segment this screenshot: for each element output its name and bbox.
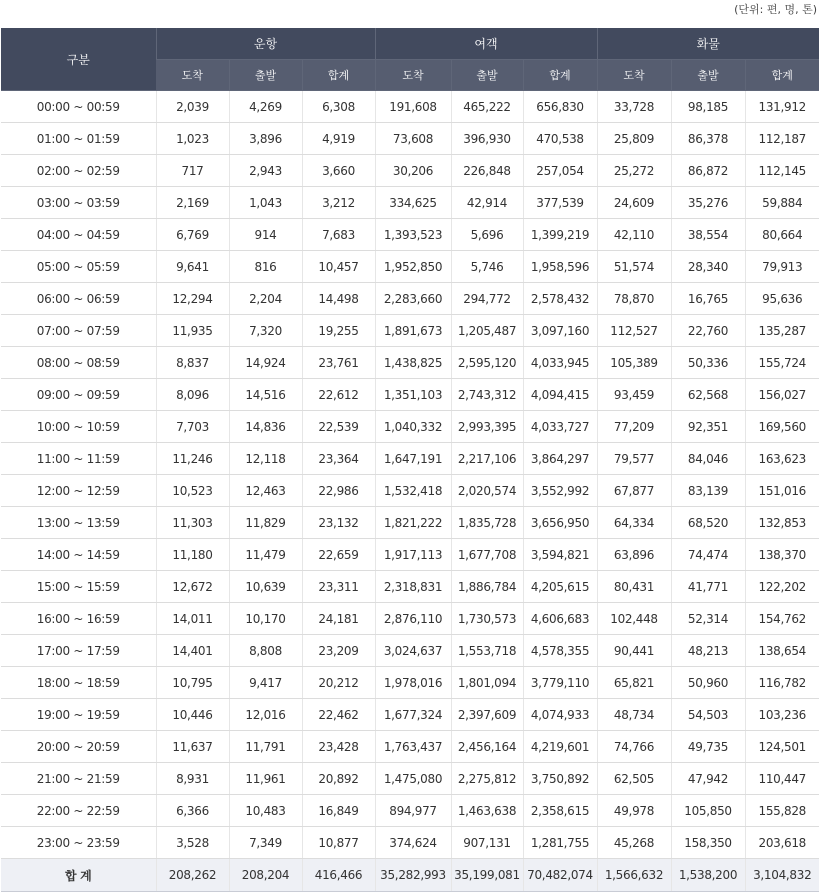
- value-cell: 116,782: [745, 667, 819, 699]
- time-range-cell: 09:00 ~ 09:59: [1, 379, 156, 411]
- value-cell: 10,523: [156, 475, 229, 507]
- value-cell: 1,351,103: [375, 379, 451, 411]
- time-range-cell: 23:00 ~ 23:59: [1, 827, 156, 859]
- table-row: [1, 219, 819, 251]
- time-range-cell: 11:00 ~ 11:59: [1, 443, 156, 475]
- table-row: [1, 411, 819, 443]
- value-cell: 1,281,755: [523, 827, 597, 859]
- value-cell: 1,952,850: [375, 251, 451, 283]
- time-range-cell: 04:00 ~ 04:59: [1, 219, 156, 251]
- header-sub-cell: 출발: [671, 60, 745, 91]
- value-cell: 1,043: [229, 187, 302, 219]
- value-cell: 24,181: [302, 603, 375, 635]
- total-value-cell: 70,482,074: [523, 859, 597, 892]
- value-cell: 1,023: [156, 123, 229, 155]
- value-cell: 1,763,437: [375, 731, 451, 763]
- value-cell: 377,539: [523, 187, 597, 219]
- value-cell: 50,960: [671, 667, 745, 699]
- table-row: [1, 571, 819, 603]
- value-cell: 3,656,950: [523, 507, 597, 539]
- value-cell: 14,498: [302, 283, 375, 315]
- value-cell: 79,913: [745, 251, 819, 283]
- value-cell: 717: [156, 155, 229, 187]
- time-range-cell: 02:00 ~ 02:59: [1, 155, 156, 187]
- value-cell: 155,828: [745, 795, 819, 827]
- value-cell: 1,958,596: [523, 251, 597, 283]
- value-cell: 86,378: [671, 123, 745, 155]
- value-cell: 52,314: [671, 603, 745, 635]
- value-cell: 54,503: [671, 699, 745, 731]
- header-group-flights: 운항: [156, 28, 375, 60]
- header-sub-cell: 합계: [302, 60, 375, 91]
- value-cell: 67,877: [597, 475, 671, 507]
- time-range-cell: 08:00 ~ 08:59: [1, 347, 156, 379]
- hourly-traffic-table: [1, 28, 819, 892]
- header-sub-cell: 합계: [523, 60, 597, 91]
- value-cell: 138,370: [745, 539, 819, 571]
- value-cell: 7,683: [302, 219, 375, 251]
- value-cell: 124,501: [745, 731, 819, 763]
- value-cell: 2,876,110: [375, 603, 451, 635]
- table-row: [1, 91, 819, 123]
- value-cell: 7,349: [229, 827, 302, 859]
- value-cell: 112,187: [745, 123, 819, 155]
- value-cell: 1,463,638: [451, 795, 523, 827]
- value-cell: 5,746: [451, 251, 523, 283]
- value-cell: 131,912: [745, 91, 819, 123]
- value-cell: 4,269: [229, 91, 302, 123]
- value-cell: 10,483: [229, 795, 302, 827]
- table-row: [1, 635, 819, 667]
- value-cell: 77,209: [597, 411, 671, 443]
- value-cell: 257,054: [523, 155, 597, 187]
- total-value-cell: 3,104,832: [745, 859, 819, 892]
- header-group-passengers: 여객: [375, 28, 597, 60]
- value-cell: 226,848: [451, 155, 523, 187]
- value-cell: 78,870: [597, 283, 671, 315]
- value-cell: 84,046: [671, 443, 745, 475]
- value-cell: 1,677,324: [375, 699, 451, 731]
- total-label: 합 계: [1, 859, 156, 892]
- value-cell: 1,205,487: [451, 315, 523, 347]
- header-sub-cell: 도착: [375, 60, 451, 91]
- value-cell: 11,303: [156, 507, 229, 539]
- total-row: [1, 859, 819, 892]
- value-cell: 907,131: [451, 827, 523, 859]
- value-cell: 163,623: [745, 443, 819, 475]
- time-range-cell: 06:00 ~ 06:59: [1, 283, 156, 315]
- value-cell: 10,639: [229, 571, 302, 603]
- value-cell: 50,336: [671, 347, 745, 379]
- value-cell: 38,554: [671, 219, 745, 251]
- value-cell: 19,255: [302, 315, 375, 347]
- value-cell: 2,397,609: [451, 699, 523, 731]
- value-cell: 122,202: [745, 571, 819, 603]
- value-cell: 23,311: [302, 571, 375, 603]
- value-cell: 1,978,016: [375, 667, 451, 699]
- value-cell: 1,821,222: [375, 507, 451, 539]
- value-cell: 816: [229, 251, 302, 283]
- value-cell: 4,219,601: [523, 731, 597, 763]
- value-cell: 169,560: [745, 411, 819, 443]
- value-cell: 11,180: [156, 539, 229, 571]
- value-cell: 1,438,825: [375, 347, 451, 379]
- time-range-cell: 17:00 ~ 17:59: [1, 635, 156, 667]
- value-cell: 49,735: [671, 731, 745, 763]
- value-cell: 62,505: [597, 763, 671, 795]
- value-cell: 74,766: [597, 731, 671, 763]
- table-header: [1, 28, 819, 91]
- value-cell: 112,527: [597, 315, 671, 347]
- time-range-cell: 07:00 ~ 07:59: [1, 315, 156, 347]
- value-cell: 11,829: [229, 507, 302, 539]
- value-cell: 64,334: [597, 507, 671, 539]
- value-cell: 68,520: [671, 507, 745, 539]
- table-row: [1, 187, 819, 219]
- value-cell: 102,448: [597, 603, 671, 635]
- table-row: [1, 155, 819, 187]
- value-cell: 2,358,615: [523, 795, 597, 827]
- value-cell: 1,677,708: [451, 539, 523, 571]
- header-sub-cell: 도착: [597, 60, 671, 91]
- value-cell: 138,654: [745, 635, 819, 667]
- value-cell: 24,609: [597, 187, 671, 219]
- value-cell: 1,730,573: [451, 603, 523, 635]
- value-cell: 16,765: [671, 283, 745, 315]
- value-cell: 65,821: [597, 667, 671, 699]
- time-range-cell: 01:00 ~ 01:59: [1, 123, 156, 155]
- table-row: [1, 315, 819, 347]
- value-cell: 23,428: [302, 731, 375, 763]
- value-cell: 25,809: [597, 123, 671, 155]
- value-cell: 62,568: [671, 379, 745, 411]
- value-cell: 48,213: [671, 635, 745, 667]
- time-range-cell: 15:00 ~ 15:59: [1, 571, 156, 603]
- value-cell: 74,474: [671, 539, 745, 571]
- value-cell: 155,724: [745, 347, 819, 379]
- value-cell: 14,011: [156, 603, 229, 635]
- value-cell: 1,040,332: [375, 411, 451, 443]
- value-cell: 41,771: [671, 571, 745, 603]
- value-cell: 9,417: [229, 667, 302, 699]
- value-cell: 2,204: [229, 283, 302, 315]
- header-sub-cell: 도착: [156, 60, 229, 91]
- value-cell: 154,762: [745, 603, 819, 635]
- value-cell: 4,578,355: [523, 635, 597, 667]
- value-cell: 90,441: [597, 635, 671, 667]
- value-cell: 12,118: [229, 443, 302, 475]
- value-cell: 12,016: [229, 699, 302, 731]
- value-cell: 2,020,574: [451, 475, 523, 507]
- value-cell: 16,849: [302, 795, 375, 827]
- value-cell: 14,836: [229, 411, 302, 443]
- value-cell: 135,287: [745, 315, 819, 347]
- value-cell: 110,447: [745, 763, 819, 795]
- total-value-cell: 1,538,200: [671, 859, 745, 892]
- value-cell: 14,401: [156, 635, 229, 667]
- value-cell: 11,637: [156, 731, 229, 763]
- value-cell: 20,212: [302, 667, 375, 699]
- time-range-cell: 21:00 ~ 21:59: [1, 763, 156, 795]
- value-cell: 23,209: [302, 635, 375, 667]
- total-value-cell: 1,566,632: [597, 859, 671, 892]
- value-cell: 10,795: [156, 667, 229, 699]
- value-cell: 4,094,415: [523, 379, 597, 411]
- value-cell: 33,728: [597, 91, 671, 123]
- value-cell: 10,457: [302, 251, 375, 283]
- value-cell: 3,779,110: [523, 667, 597, 699]
- value-cell: 2,743,312: [451, 379, 523, 411]
- total-value-cell: 35,199,081: [451, 859, 523, 892]
- value-cell: 4,205,615: [523, 571, 597, 603]
- value-cell: 105,850: [671, 795, 745, 827]
- table-row: [1, 507, 819, 539]
- value-cell: 23,761: [302, 347, 375, 379]
- value-cell: 2,993,395: [451, 411, 523, 443]
- time-range-cell: 12:00 ~ 12:59: [1, 475, 156, 507]
- value-cell: 11,246: [156, 443, 229, 475]
- value-cell: 2,169: [156, 187, 229, 219]
- total-value-cell: 208,262: [156, 859, 229, 892]
- value-cell: 10,877: [302, 827, 375, 859]
- value-cell: 9,641: [156, 251, 229, 283]
- value-cell: 42,110: [597, 219, 671, 251]
- value-cell: 93,459: [597, 379, 671, 411]
- value-cell: 3,896: [229, 123, 302, 155]
- value-cell: 894,977: [375, 795, 451, 827]
- time-range-cell: 14:00 ~ 14:59: [1, 539, 156, 571]
- value-cell: 1,647,191: [375, 443, 451, 475]
- value-cell: 4,033,727: [523, 411, 597, 443]
- value-cell: 1,532,418: [375, 475, 451, 507]
- table-row: [1, 763, 819, 795]
- value-cell: 22,986: [302, 475, 375, 507]
- value-cell: 1,917,113: [375, 539, 451, 571]
- value-cell: 6,769: [156, 219, 229, 251]
- table-row: [1, 379, 819, 411]
- value-cell: 151,016: [745, 475, 819, 507]
- value-cell: 294,772: [451, 283, 523, 315]
- value-cell: 8,096: [156, 379, 229, 411]
- value-cell: 2,456,164: [451, 731, 523, 763]
- value-cell: 5,696: [451, 219, 523, 251]
- table-row: [1, 667, 819, 699]
- value-cell: 14,516: [229, 379, 302, 411]
- value-cell: 35,276: [671, 187, 745, 219]
- value-cell: 3,097,160: [523, 315, 597, 347]
- value-cell: 22,539: [302, 411, 375, 443]
- time-range-cell: 00:00 ~ 00:59: [1, 91, 156, 123]
- value-cell: 11,479: [229, 539, 302, 571]
- value-cell: 2,318,831: [375, 571, 451, 603]
- time-range-cell: 22:00 ~ 22:59: [1, 795, 156, 827]
- value-cell: 48,734: [597, 699, 671, 731]
- value-cell: 12,672: [156, 571, 229, 603]
- value-cell: 79,577: [597, 443, 671, 475]
- value-cell: 191,608: [375, 91, 451, 123]
- value-cell: 914: [229, 219, 302, 251]
- value-cell: 2,039: [156, 91, 229, 123]
- value-cell: 25,272: [597, 155, 671, 187]
- table-row: [1, 827, 819, 859]
- value-cell: 7,703: [156, 411, 229, 443]
- table-row: [1, 123, 819, 155]
- value-cell: 3,660: [302, 155, 375, 187]
- value-cell: 22,462: [302, 699, 375, 731]
- value-cell: 7,320: [229, 315, 302, 347]
- header-category: 구분: [1, 28, 156, 91]
- value-cell: 45,268: [597, 827, 671, 859]
- value-cell: 112,145: [745, 155, 819, 187]
- value-cell: 465,222: [451, 91, 523, 123]
- value-cell: 8,931: [156, 763, 229, 795]
- value-cell: 2,595,120: [451, 347, 523, 379]
- time-range-cell: 05:00 ~ 05:59: [1, 251, 156, 283]
- value-cell: 396,930: [451, 123, 523, 155]
- value-cell: 92,351: [671, 411, 745, 443]
- value-cell: 1,475,080: [375, 763, 451, 795]
- value-cell: 73,608: [375, 123, 451, 155]
- time-range-cell: 19:00 ~ 19:59: [1, 699, 156, 731]
- value-cell: 22,612: [302, 379, 375, 411]
- value-cell: 3,750,892: [523, 763, 597, 795]
- total-value-cell: 208,204: [229, 859, 302, 892]
- value-cell: 8,837: [156, 347, 229, 379]
- value-cell: 103,236: [745, 699, 819, 731]
- value-cell: 11,791: [229, 731, 302, 763]
- value-cell: 203,618: [745, 827, 819, 859]
- table-row: [1, 347, 819, 379]
- table-row: [1, 539, 819, 571]
- value-cell: 4,919: [302, 123, 375, 155]
- value-cell: 2,217,106: [451, 443, 523, 475]
- value-cell: 105,389: [597, 347, 671, 379]
- value-cell: 1,886,784: [451, 571, 523, 603]
- table-body: [1, 91, 819, 892]
- value-cell: 4,606,683: [523, 603, 597, 635]
- header-sub-cell: 합계: [745, 60, 819, 91]
- value-cell: 334,625: [375, 187, 451, 219]
- value-cell: 80,664: [745, 219, 819, 251]
- table-row: [1, 443, 819, 475]
- value-cell: 22,659: [302, 539, 375, 571]
- total-value-cell: 35,282,993: [375, 859, 451, 892]
- value-cell: 1,835,728: [451, 507, 523, 539]
- value-cell: 3,024,637: [375, 635, 451, 667]
- value-cell: 2,275,812: [451, 763, 523, 795]
- value-cell: 86,872: [671, 155, 745, 187]
- value-cell: 3,212: [302, 187, 375, 219]
- value-cell: 1,801,094: [451, 667, 523, 699]
- value-cell: 3,552,992: [523, 475, 597, 507]
- value-cell: 80,431: [597, 571, 671, 603]
- time-range-cell: 18:00 ~ 18:59: [1, 667, 156, 699]
- time-range-cell: 10:00 ~ 10:59: [1, 411, 156, 443]
- value-cell: 3,594,821: [523, 539, 597, 571]
- value-cell: 6,366: [156, 795, 229, 827]
- table-row: [1, 699, 819, 731]
- value-cell: 23,132: [302, 507, 375, 539]
- value-cell: 132,853: [745, 507, 819, 539]
- value-cell: 23,364: [302, 443, 375, 475]
- table-row: [1, 251, 819, 283]
- value-cell: 10,446: [156, 699, 229, 731]
- value-cell: 1,891,673: [375, 315, 451, 347]
- value-cell: 10,170: [229, 603, 302, 635]
- value-cell: 3,864,297: [523, 443, 597, 475]
- value-cell: 42,914: [451, 187, 523, 219]
- value-cell: 4,074,933: [523, 699, 597, 731]
- value-cell: 49,978: [597, 795, 671, 827]
- value-cell: 98,185: [671, 91, 745, 123]
- value-cell: 656,830: [523, 91, 597, 123]
- time-range-cell: 13:00 ~ 13:59: [1, 507, 156, 539]
- value-cell: 30,206: [375, 155, 451, 187]
- time-range-cell: 16:00 ~ 16:59: [1, 603, 156, 635]
- value-cell: 95,636: [745, 283, 819, 315]
- value-cell: 3,528: [156, 827, 229, 859]
- value-cell: 47,942: [671, 763, 745, 795]
- table-row: [1, 795, 819, 827]
- time-range-cell: 20:00 ~ 20:59: [1, 731, 156, 763]
- unit-note: (단위: 편, 명, 톤): [734, 3, 817, 16]
- value-cell: 158,350: [671, 827, 745, 859]
- value-cell: 51,574: [597, 251, 671, 283]
- table-row: [1, 731, 819, 763]
- value-cell: 1,553,718: [451, 635, 523, 667]
- table-row: [1, 475, 819, 507]
- value-cell: 28,340: [671, 251, 745, 283]
- value-cell: 63,896: [597, 539, 671, 571]
- value-cell: 6,308: [302, 91, 375, 123]
- value-cell: 83,139: [671, 475, 745, 507]
- value-cell: 1,399,219: [523, 219, 597, 251]
- value-cell: 14,924: [229, 347, 302, 379]
- header-sub-cell: 출발: [229, 60, 302, 91]
- total-value-cell: 416,466: [302, 859, 375, 892]
- header-sub-cell: 출발: [451, 60, 523, 91]
- value-cell: 11,961: [229, 763, 302, 795]
- value-cell: 12,463: [229, 475, 302, 507]
- value-cell: 12,294: [156, 283, 229, 315]
- value-cell: 2,578,432: [523, 283, 597, 315]
- value-cell: 4,033,945: [523, 347, 597, 379]
- value-cell: 2,283,660: [375, 283, 451, 315]
- value-cell: 59,884: [745, 187, 819, 219]
- value-cell: 20,892: [302, 763, 375, 795]
- header-group-cargo: 화물: [597, 28, 819, 60]
- value-cell: 1,393,523: [375, 219, 451, 251]
- value-cell: 8,808: [229, 635, 302, 667]
- table-row: [1, 603, 819, 635]
- value-cell: 156,027: [745, 379, 819, 411]
- time-range-cell: 03:00 ~ 03:59: [1, 187, 156, 219]
- value-cell: 22,760: [671, 315, 745, 347]
- table-row: [1, 283, 819, 315]
- value-cell: 11,935: [156, 315, 229, 347]
- value-cell: 2,943: [229, 155, 302, 187]
- value-cell: 374,624: [375, 827, 451, 859]
- value-cell: 470,538: [523, 123, 597, 155]
